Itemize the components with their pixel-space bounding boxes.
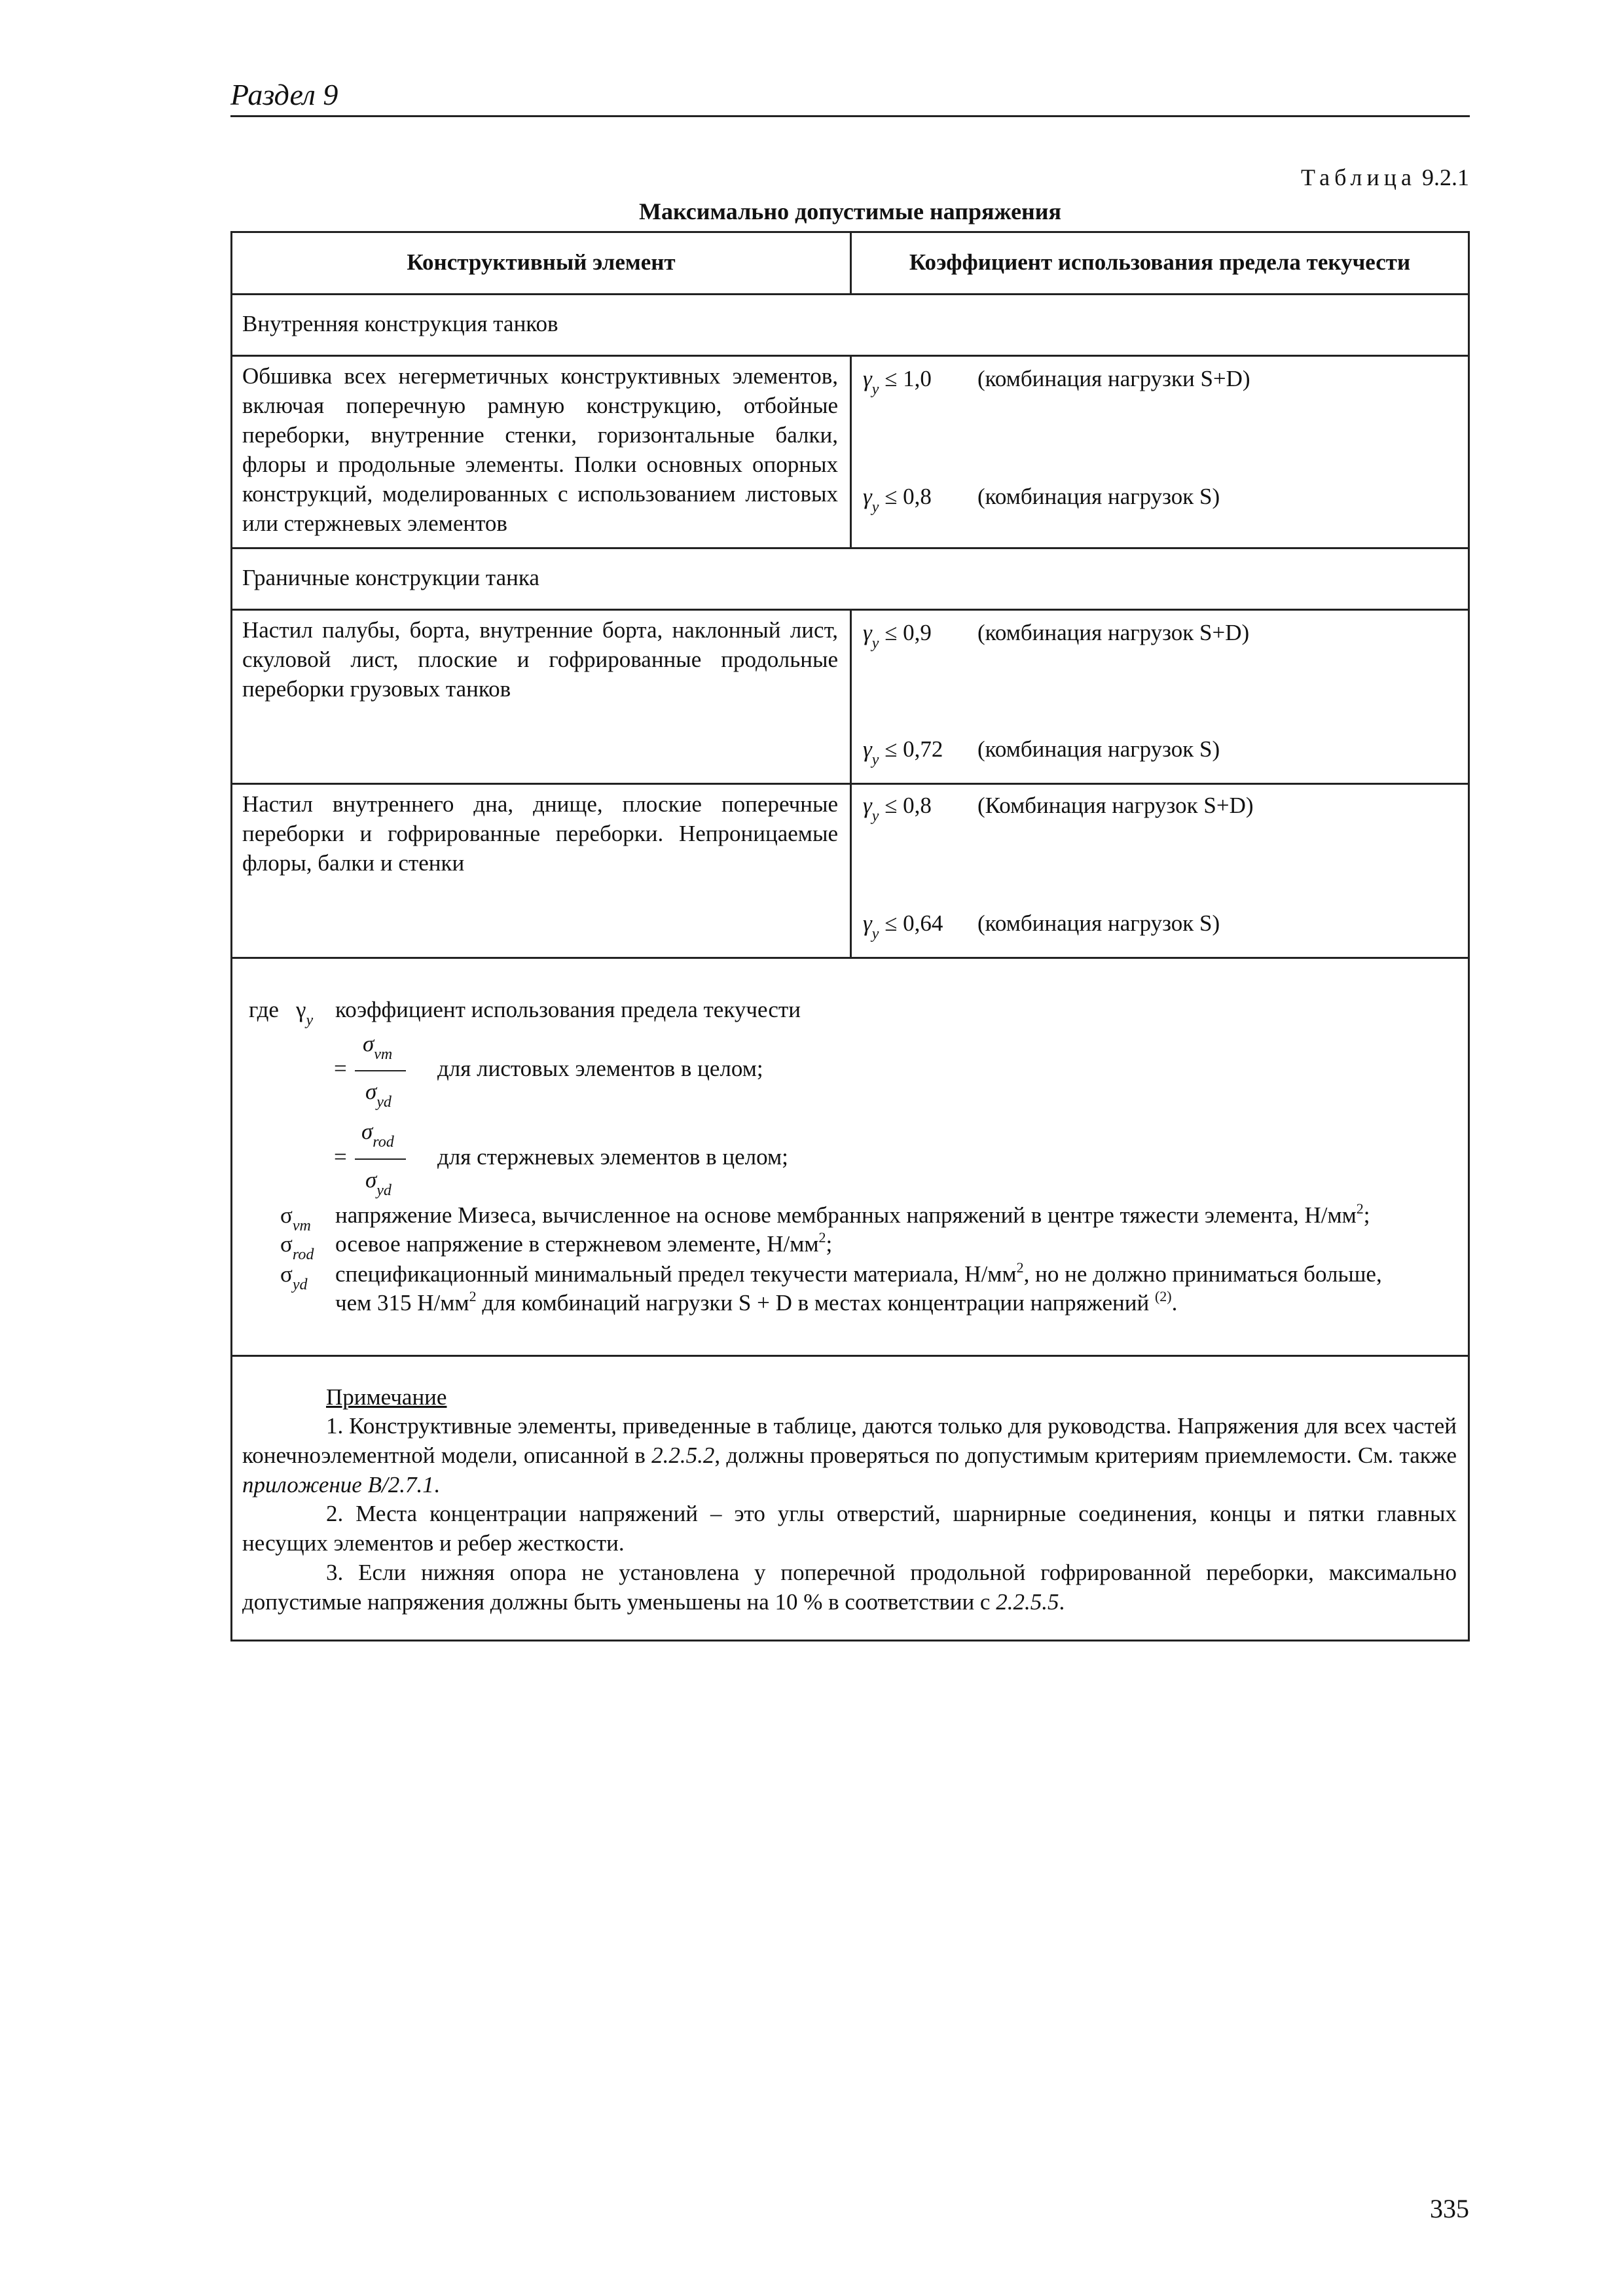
note-2: 2. Места концентрации напряжений – это углы отверстий, шарнирные соединения, концы и пятки главных несущих элементов и ребер жесткости. bbox=[242, 1501, 1457, 1556]
header-yield-utilisation: Коэффициент использования предела текучести bbox=[909, 249, 1411, 275]
section-internal-tank-structure: Внутренняя конструкция танков bbox=[242, 311, 558, 336]
def-sigma-vm-symbol: $\sigma_{vm}$ bbox=[280, 1202, 311, 1234]
legend-gamma-symbol: $\gamma_y$ bbox=[296, 997, 314, 1029]
def-sigma-vm-text: напряжение Мизеса, вычисленное на основе мембранных напряжений в центре тяжести элемента, $Н/мм^2$; bbox=[335, 1200, 1370, 1228]
row1-description: Обшивка всех негерметичных конструктивных элементов, включая поперечную рамную конструкцию, отбойные переборки, внутренние стенки, горизонтальные балки, флоры и продольные элементы. Полки основных опорных конструкций, моделированных с использованием листовых или стержневых элементов bbox=[242, 363, 838, 536]
note-3: 3. Если нижняя опора не установлена у поперечной продольной гофрированной переборки, максимально допустимые напряжения должны быть уменьшены на 10 % в соответствии с 2.2.5.5. bbox=[242, 1560, 1457, 1615]
column-divider bbox=[850, 609, 852, 958]
table-caption-word: Таблица bbox=[1301, 164, 1416, 190]
row1-criterion-1-note: (комбинация нагрузки S+D) bbox=[977, 366, 1250, 391]
fraction1-description: для листовых элементов в целом; bbox=[437, 1056, 763, 1081]
note-1: 1. Конструктивные элементы, приведенные в таблице, даются только для руководства. Напряжения для всех частей конечноэлементной модели, описанной в 2.2.5.2, должны проверяться по допустимым критериям приемлемости. См. также приложение B/2.7.1. bbox=[242, 1413, 1457, 1498]
row2-criterion-2: $\gamma_y \le 0,72$ bbox=[863, 736, 943, 768]
header-structural-element: Конструктивный элемент bbox=[407, 249, 676, 275]
def-sigma-yd-symbol: $\sigma_{yd}$ bbox=[280, 1261, 308, 1293]
row2-criterion-1: $\gamma_y \le 0,9$ bbox=[863, 620, 932, 652]
table-title: Максимально допустимые напряжения bbox=[638, 198, 1062, 224]
row3-description: Настил внутреннего дна, днище, плоские поперечные переборки и гофрированные переборки. Непроницаемые флоры, балки и стенки bbox=[242, 791, 838, 876]
fraction1-equals: = bbox=[334, 1056, 347, 1081]
fraction1-numerator: $\sigma_{vm}$ bbox=[363, 1031, 393, 1063]
def-sigma-rod-symbol: $\sigma_{rod}$ bbox=[280, 1231, 314, 1263]
row-divider bbox=[230, 1355, 1470, 1357]
fraction2-bar bbox=[355, 1158, 406, 1160]
row1-criterion-2-note: (комбинация нагрузок S) bbox=[977, 484, 1220, 509]
row1-criterion-1: $\gamma_y \le 1,0$ bbox=[863, 366, 932, 398]
table-caption-number: 9.2.1 bbox=[1422, 164, 1469, 190]
row3-criterion-2-note: (комбинация нагрузок S) bbox=[977, 910, 1220, 936]
fraction2-denominator: $\sigma_{yd}$ bbox=[365, 1167, 392, 1199]
legend-where: где bbox=[249, 997, 279, 1022]
def-sigma-yd-text-line2: чем 315 $Н/мм^2$ для комбинаций нагрузки S + D в местах концентрации напряжений $^{(2)}$. bbox=[335, 1288, 1178, 1316]
fraction2-description: для стержневых элементов в целом; bbox=[437, 1144, 788, 1170]
running-head: Раздел 9 bbox=[230, 78, 338, 111]
fraction1-denominator: $\sigma_{yd}$ bbox=[365, 1079, 392, 1111]
row2-description: Настил палубы, борта, внутренние борта, наклонный лист, скуловой лист, плоские и гофрированные продольные переборки грузовых танков bbox=[242, 617, 838, 702]
notes-title: Примечание bbox=[326, 1384, 447, 1410]
row3-criterion-1: $\gamma_y \le 0,8$ bbox=[863, 793, 932, 825]
column-divider bbox=[850, 355, 852, 548]
legend-gamma-description: коэффициент использования предела текучести bbox=[335, 997, 801, 1022]
row3-criterion-2: $\gamma_y \le 0,64$ bbox=[863, 910, 943, 942]
section-tank-boundary-structure: Граничные конструкции танка bbox=[242, 565, 539, 590]
def-sigma-yd-text: спецификационный минимальный предел текучести материала, $Н/мм^2$, но не должно приниматься больше, bbox=[335, 1259, 1382, 1287]
row2-criterion-2-note: (комбинация нагрузок S) bbox=[977, 736, 1220, 762]
fraction1-bar bbox=[355, 1070, 406, 1071]
row2-criterion-1-note: (комбинация нагрузок S+D) bbox=[977, 620, 1250, 645]
header-rule bbox=[230, 115, 1470, 117]
def-sigma-rod-text: осевое напряжение в стержневом элементе, $Н/мм^2$; bbox=[335, 1229, 833, 1257]
page-number: 335 bbox=[1430, 2194, 1469, 2223]
fraction2-numerator: $\sigma_{rod}$ bbox=[361, 1119, 394, 1151]
row3-criterion-1-note: (Комбинация нагрузок S+D) bbox=[977, 793, 1254, 818]
table-caption bbox=[1301, 164, 1469, 191]
row1-criterion-2: $\gamma_y \le 0,8$ bbox=[863, 484, 932, 516]
fraction2-equals: = bbox=[334, 1144, 347, 1170]
